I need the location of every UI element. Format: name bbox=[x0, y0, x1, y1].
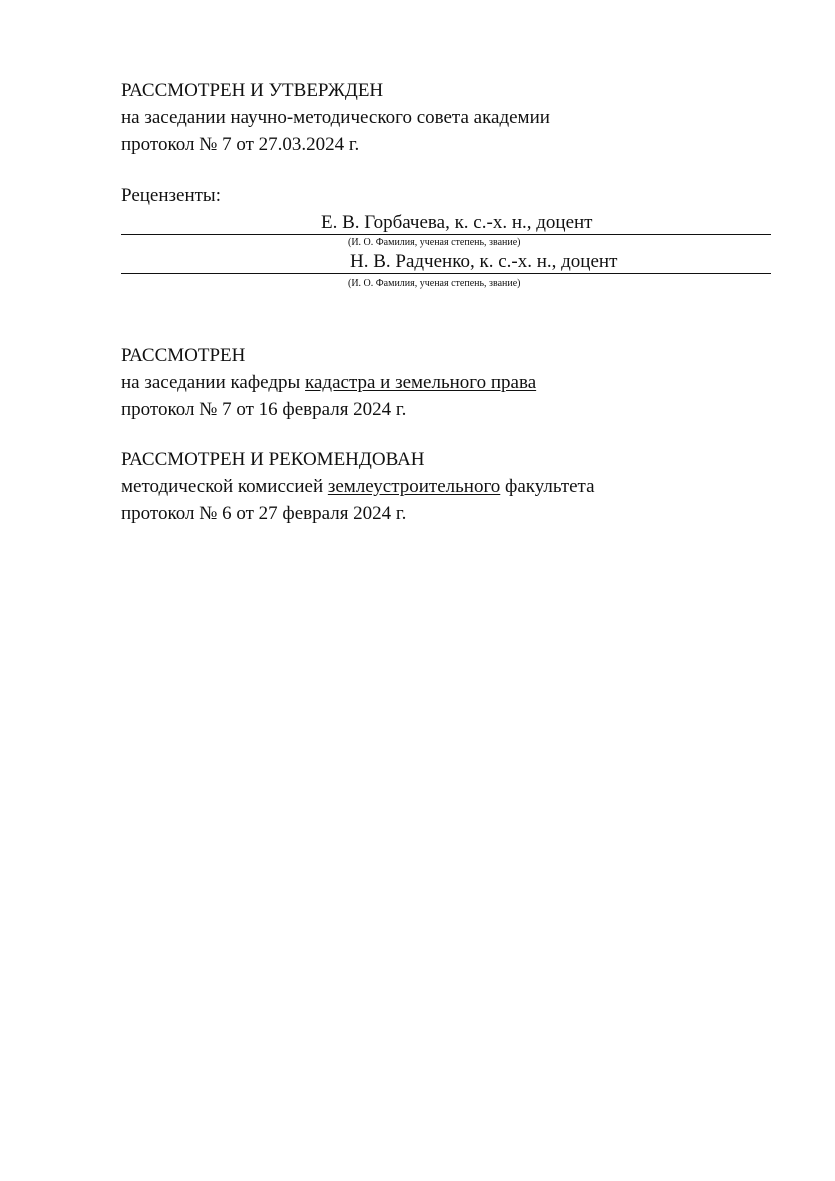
approval-council-line: на заседании научно-методического совета академии bbox=[121, 107, 550, 128]
department-heading: РАССМОТРЕН bbox=[121, 345, 246, 366]
faculty-name: землеустроительного bbox=[327, 476, 501, 497]
commission-heading: РАССМОТРЕН И РЕКОМЕНДОВАН bbox=[121, 449, 425, 470]
reviewer-line-1 bbox=[121, 210, 771, 235]
reviewer-line-2 bbox=[121, 249, 771, 274]
commission-prefix: методической комиссией bbox=[121, 476, 328, 497]
commission-protocol-line: протокол № 6 от 27 февраля 2024 г. bbox=[121, 503, 407, 524]
reviewer-name-2: Н. В. Радченко, к. с.-х. н., доцент bbox=[350, 251, 618, 272]
department-name: кадастра и земельного права bbox=[305, 372, 537, 393]
commission-suffix: факультета bbox=[500, 476, 595, 497]
department-protocol-line: протокол № 7 от 16 февраля 2024 г. bbox=[121, 399, 407, 420]
commission-line bbox=[121, 476, 595, 498]
approval-protocol-line: протокол № 7 от 27.03.2024 г. bbox=[121, 134, 360, 155]
reviewer-name-1: Е. В. Горбачева, к. с.-х. н., доцент bbox=[321, 212, 593, 233]
reviewers-label: Рецензенты: bbox=[121, 185, 221, 206]
reviewer-caption-2: (И. О. Фамилия, ученая степень, звание) bbox=[348, 278, 521, 289]
approval-heading: РАССМОТРЕН И УТВЕРЖДЕН bbox=[121, 80, 384, 101]
department-line bbox=[121, 372, 536, 394]
department-prefix: на заседании кафедры bbox=[121, 372, 306, 393]
reviewer-caption-1: (И. О. Фамилия, ученая степень, звание) bbox=[348, 237, 521, 248]
